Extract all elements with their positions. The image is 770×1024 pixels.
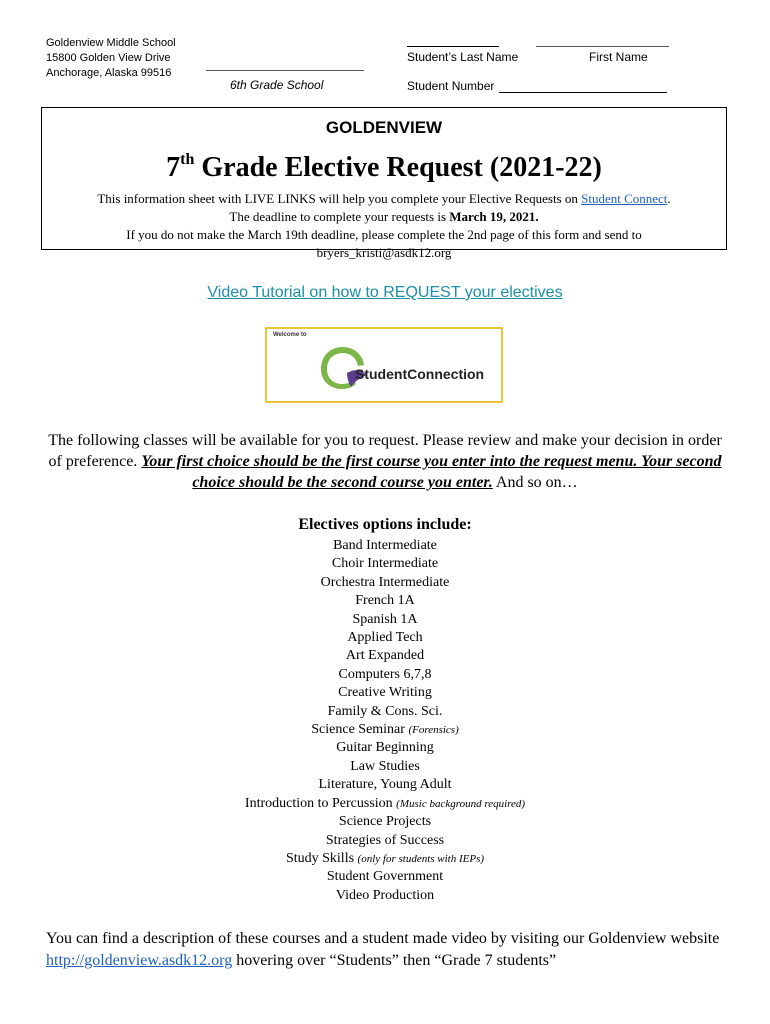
elective-name: Science Projects [338,814,432,830]
elective-name: Student Government [326,869,444,885]
elective-item [0,647,770,665]
goldenview-website-link[interactable]: http://goldenview.asdk12.org [46,952,233,969]
student-connection-logo[interactable] [265,327,503,403]
elective-name: Study Skills [285,850,355,866]
elective-name: Art Expanded [345,648,425,664]
info-line: This information sheet with LIVE LINKS will help you complete your Elective Requests on Student Connect. [97,191,671,206]
footer-text-end: hovering over “Students” then “Grade 7 students” [236,952,557,969]
electives-heading: Electives options include: [298,516,472,533]
deadline-date: March 19, 2021. [449,209,539,224]
last-name-label: Student’s Last Name [407,50,519,64]
title-grade: 7 [166,152,181,183]
title-rest: Grade Elective Request (2021-22) [194,152,602,183]
address-line: Goldenview Middle School [46,37,176,49]
title-box [41,107,727,260]
student-number-field[interactable] [499,92,667,93]
elective-item [0,758,770,776]
elective-item [0,832,770,850]
elective-item [0,739,770,757]
sixth-grade-school-label: 6th Grade School [230,78,324,92]
elective-name: French 1A [355,593,415,609]
elective-name: Spanish 1A [352,611,418,627]
elective-item [0,776,770,794]
title-grade-suffix: th [180,151,195,168]
elective-item [0,868,770,886]
address-line: 15800 Golden View Drive [46,52,171,64]
elective-note: (Music background required) [396,797,526,810]
elective-item [0,629,770,647]
info-text: This information sheet with LIVE LINKS will help you complete your Elective Requests on [97,191,578,206]
elective-item [0,684,770,702]
address-line: Anchorage, Alaska 99516 [46,67,172,79]
elective-name: Applied Tech [347,630,423,646]
intro-paragraph [40,430,730,493]
elective-item [0,813,770,831]
elective-name: Guitar Beginning [336,740,434,756]
elective-name: Family & Cons. Sci. [327,703,443,719]
school-address [46,36,176,81]
logo-welcome-text: Welcome to [273,332,307,338]
elective-name: Computers 6,7,8 [338,666,432,682]
contact-email: bryers_kristi@asdk12.org [316,245,452,260]
deadline-line [42,208,726,226]
late-instructions: If you do not make the March 19th deadline, please complete the 2nd page of this form and send to [126,227,642,242]
footer-paragraph [46,928,726,972]
elective-item [0,721,770,739]
deadline-text: The deadline to complete your requests is [229,209,447,224]
electives-list [0,537,770,905]
elective-item [0,887,770,905]
elective-name: Orchestra Intermediate [320,574,450,590]
elective-name: Law Studies [350,758,420,774]
elective-item [0,795,770,813]
intro-closing: And so on… [495,474,578,491]
elective-item [0,850,770,868]
elective-note: (only for students with IEPs) [357,852,485,865]
elective-name: Literature, Young Adult [318,777,452,793]
logo-name: StudentConnection [355,366,485,382]
school-name: GOLDENVIEW [325,118,443,137]
last-name-field[interactable] [407,46,499,47]
elective-item [0,666,770,684]
elective-item [0,555,770,573]
elective-item [0,574,770,592]
elective-name: Band Intermediate [333,538,437,553]
footer-text: You can find a description of these courses and a student made video by visiting our Goldenview website [46,930,720,947]
first-name-label: First Name [589,50,648,64]
elective-name: Science Seminar [311,722,405,738]
elective-note: (Forensics) [408,724,459,737]
elective-item [0,703,770,721]
elective-name: Strategies of Success [325,832,445,848]
elective-name: Video Production [335,887,435,903]
elective-name: Introduction to Percussion [244,795,393,811]
elective-item [0,592,770,610]
elective-name: Choir Intermediate [331,556,439,572]
elective-item [0,611,770,629]
first-name-field[interactable] [536,46,669,47]
sixth-grade-school-field[interactable] [206,70,364,71]
elective-name: Creative Writing [338,685,432,701]
student-number-label: Student Number [407,79,495,93]
student-connect-link[interactable]: Student Connect [581,191,668,206]
intro-emphasis: Your first choice should be the first course you enter into the request menu. Your second choice should be the second course you enter. [141,453,722,491]
elective-item [0,537,770,555]
intro-text: The following classes will be available for you to request. Please review and make your decision in order of preference. [48,432,722,470]
page-title [42,144,726,184]
video-tutorial-link[interactable]: Video Tutorial on how to REQUEST your electives [207,284,563,301]
